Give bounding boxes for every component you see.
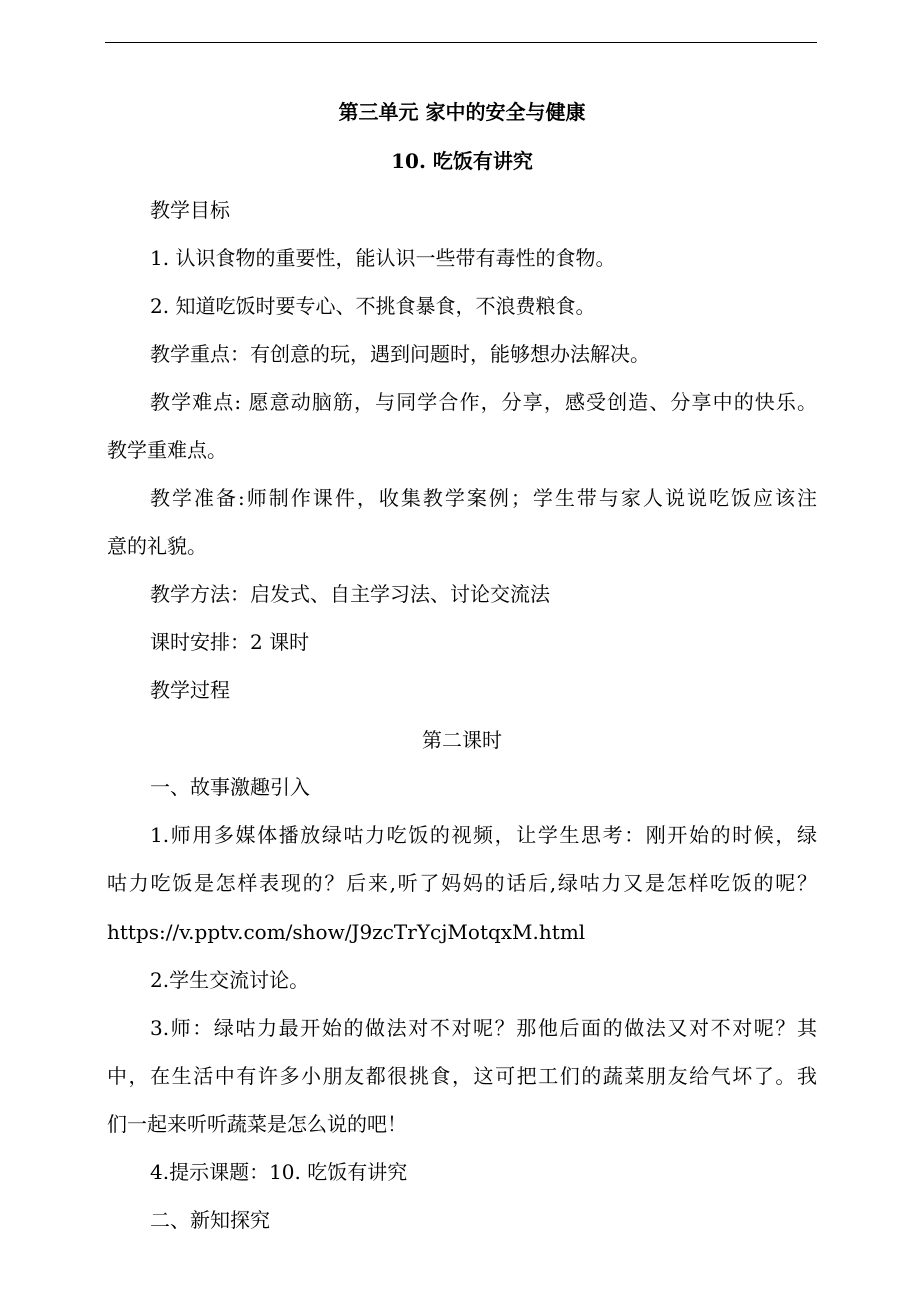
section-heading-2: 二、新知探究 bbox=[150, 1208, 270, 1232]
step-3-line-2: 中，在生活中有许多小朋友都很挑食，这可把工们的蔬菜朋友给气坏了。我 bbox=[107, 1064, 817, 1088]
unit-title: 第三单元 家中的安全与健康 bbox=[338, 100, 586, 124]
schedule: 课时安排：2 课时 bbox=[150, 630, 310, 654]
process-heading: 教学过程 bbox=[150, 678, 230, 702]
section-heading-1: 一、故事激趣引入 bbox=[150, 775, 310, 799]
step-3-line-1: 3.师：绿咕力最开始的做法对不对呢？那他后面的做法又对不对呢？其 bbox=[150, 1016, 817, 1040]
step-1-line-1: 1.师用多媒体播放绿咕力吃饭的视频，让学生思考：刚开始的时候，绿 bbox=[150, 823, 817, 847]
goal-heading: 教学目标 bbox=[150, 198, 230, 222]
goal-item-1: 1. 认识食物的重要性，能认识一些带有毒性的食物。 bbox=[150, 246, 616, 270]
prep-line-2: 意的礼貌。 bbox=[107, 534, 207, 558]
lesson-title: 10. 吃饭有讲究 bbox=[391, 149, 533, 173]
step-4: 4.提示课题：10. 吃饭有讲究 bbox=[150, 1160, 408, 1184]
prep-line-1: 教学准备:师制作课件，收集教学案例；学生带与家人说说吃饭应该注 bbox=[150, 486, 817, 510]
key-point: 教学重点：有创意的玩，遇到问题时，能够想办法解决。 bbox=[150, 342, 650, 366]
session-title: 第二课时 bbox=[422, 728, 502, 752]
step-3-line-3: 们一起来听听蔬菜是怎么说的吧！ bbox=[107, 1112, 407, 1136]
step-1-url: https://v.pptv.com/show/J9zcTrYcjMotqxM.html bbox=[107, 920, 586, 944]
header-rule bbox=[105, 42, 817, 43]
teaching-method: 教学方法：启发式、自主学习法、讨论交流法 bbox=[150, 582, 550, 606]
step-2: 2.学生交流讨论。 bbox=[150, 968, 310, 992]
difficulty-line-2: 教学重难点。 bbox=[107, 438, 227, 462]
difficulty-line-1: 教学难点: 愿意动脑筋，与同学合作，分享，感受创造、分享中的快乐。 bbox=[150, 390, 817, 414]
step-1-line-2: 咕力吃饭是怎样表现的？后来,听了妈妈的话后,绿咕力又是怎样吃饭的呢？ bbox=[107, 871, 817, 895]
goal-item-2: 2. 知道吃饭时要专心、不挑食暴食，不浪费粮食。 bbox=[150, 294, 596, 318]
